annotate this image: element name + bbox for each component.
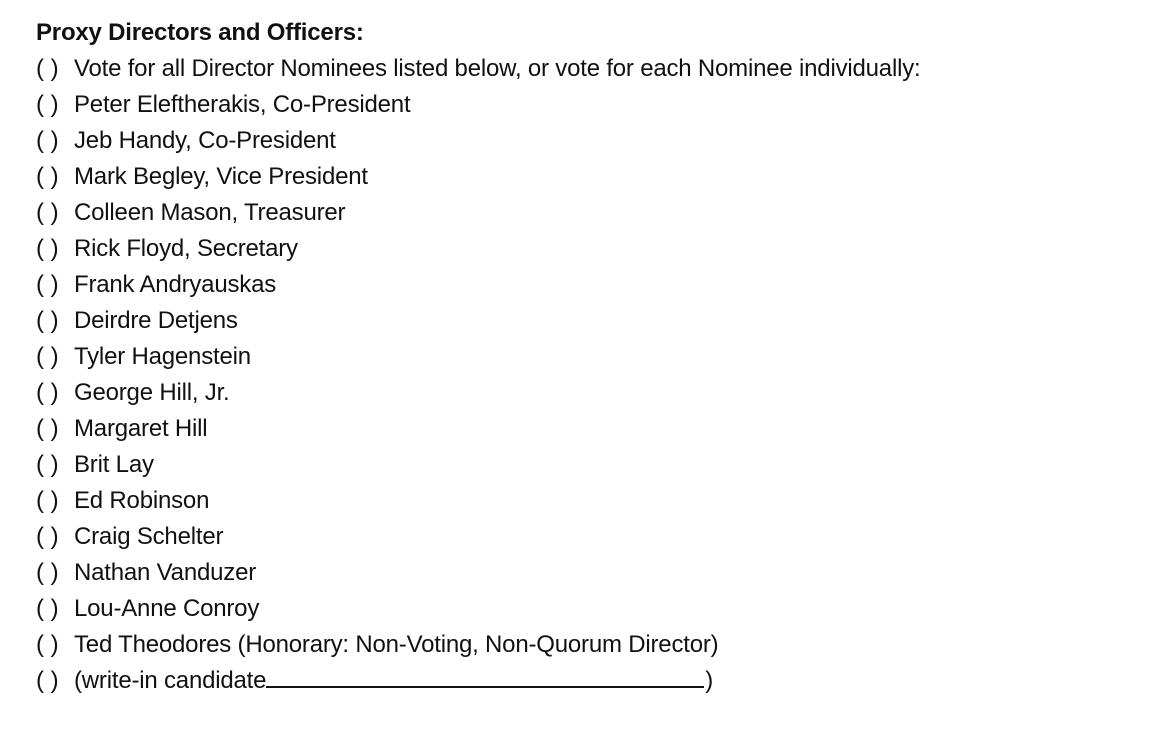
choice-marker[interactable]: ( ) xyxy=(36,127,59,154)
choice-marker[interactable]: ( ) xyxy=(36,343,59,370)
nominee-label: Tyler Hagenstein xyxy=(74,343,251,370)
nominee-option[interactable] xyxy=(36,411,1156,447)
choice-marker[interactable]: ( ) xyxy=(36,667,59,694)
write-in-option[interactable] xyxy=(36,663,1156,699)
proxy-ballot xyxy=(36,15,1156,699)
choice-marker[interactable]: ( ) xyxy=(36,91,59,118)
choice-marker[interactable]: ( ) xyxy=(36,415,59,442)
nominee-label: Ted Theodores (Honorary: Non-Voting, Non-Quorum Director) xyxy=(74,631,719,658)
nominee-option[interactable] xyxy=(36,195,1156,231)
nominee-option[interactable] xyxy=(36,447,1156,483)
nominee-label: Mark Begley, Vice President xyxy=(74,163,368,190)
choice-marker[interactable]: ( ) xyxy=(36,631,59,658)
nominee-option[interactable] xyxy=(36,123,1156,159)
choice-marker[interactable]: ( ) xyxy=(36,379,59,406)
write-in-close: ) xyxy=(705,667,714,694)
nominee-label: Margaret Hill xyxy=(74,415,208,442)
choice-marker[interactable]: ( ) xyxy=(36,271,59,298)
nominee-label: Rick Floyd, Secretary xyxy=(74,235,298,262)
nominee-label: Brit Lay xyxy=(74,451,154,478)
nominee-option[interactable] xyxy=(36,627,1156,663)
nominee-option[interactable] xyxy=(36,87,1156,123)
nominee-option[interactable] xyxy=(36,339,1156,375)
choice-marker[interactable]: ( ) xyxy=(36,595,59,622)
choice-marker[interactable]: ( ) xyxy=(36,523,59,550)
choice-marker[interactable]: ( ) xyxy=(36,163,59,190)
nominee-option[interactable] xyxy=(36,519,1156,555)
nominee-label: Jeb Handy, Co-President xyxy=(74,127,336,154)
nominee-label: Colleen Mason, Treasurer xyxy=(74,199,346,226)
nominee-label: Craig Schelter xyxy=(74,523,224,550)
vote-all-option[interactable] xyxy=(36,51,1156,87)
nominee-option[interactable] xyxy=(36,555,1156,591)
section-heading: Proxy Directors and Officers: xyxy=(36,19,364,46)
write-in-label: (write-in candidate xyxy=(74,667,267,694)
nominee-option[interactable] xyxy=(36,159,1156,195)
nominee-label: Nathan Vanduzer xyxy=(74,559,257,586)
nominee-option[interactable] xyxy=(36,483,1156,519)
nominee-option[interactable] xyxy=(36,591,1156,627)
nominee-label: Ed Robinson xyxy=(74,487,210,514)
nominee-option[interactable] xyxy=(36,267,1156,303)
nominee-option[interactable] xyxy=(36,375,1156,411)
nominee-label: Lou-Anne Conroy xyxy=(74,595,260,622)
choice-marker[interactable]: ( ) xyxy=(36,55,59,82)
choice-marker[interactable]: ( ) xyxy=(36,307,59,334)
nominee-label: Peter Eleftherakis, Co-President xyxy=(74,91,411,118)
vote-all-label: Vote for all Director Nominees listed below, or vote for each Nominee individually: xyxy=(74,55,921,82)
nominee-label: George Hill, Jr. xyxy=(74,379,230,406)
choice-marker[interactable]: ( ) xyxy=(36,559,59,586)
nominee-list xyxy=(36,87,1156,663)
choice-marker[interactable]: ( ) xyxy=(36,199,59,226)
choice-marker[interactable]: ( ) xyxy=(36,487,59,514)
nominee-option[interactable] xyxy=(36,303,1156,339)
nominee-option[interactable] xyxy=(36,231,1156,267)
choice-marker[interactable]: ( ) xyxy=(36,451,59,478)
choice-marker[interactable]: ( ) xyxy=(36,235,59,262)
nominee-label: Frank Andryauskas xyxy=(74,271,277,298)
nominee-label: Deirdre Detjens xyxy=(74,307,238,334)
write-in-blank[interactable] xyxy=(266,664,704,688)
